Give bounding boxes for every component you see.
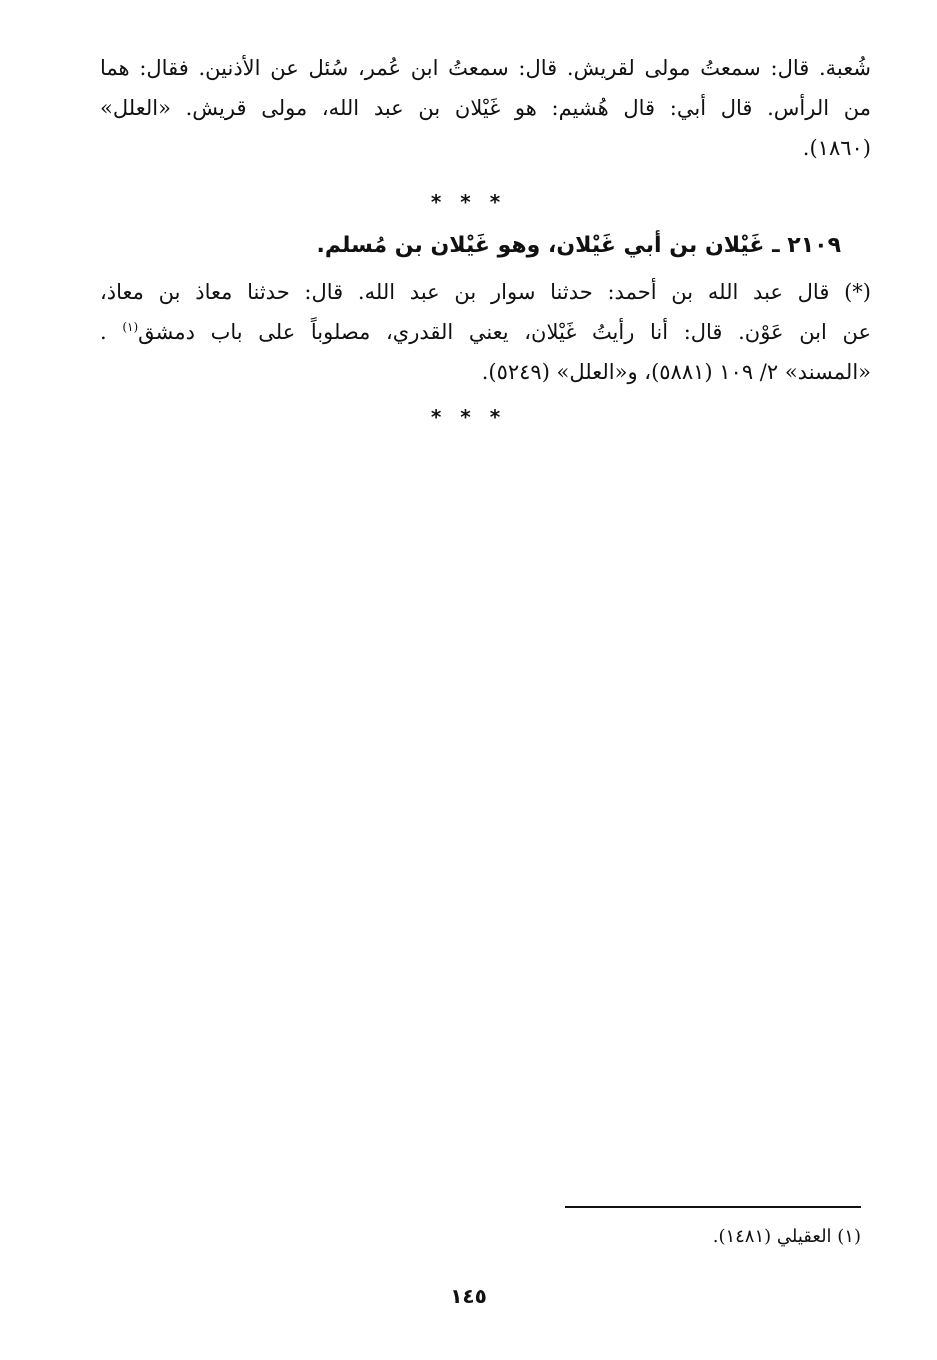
paragraph-1-line-1: شُعبة. قال: سمعتُ مولى لقريش. قال: سمعتُ ابن عُمر، سُئل عن الأذنين. فقال: هما xyxy=(100,56,871,80)
paragraph-2 xyxy=(100,272,871,392)
page-number: ١٤٥ xyxy=(450,1284,487,1308)
paragraph-2-line-2-text: عن ابن عَوْن. قال: أنا رأيتُ غَيْلان، يعني القدري، مصلوباً على باب دمشق xyxy=(138,320,871,344)
section-separator-1: * * * xyxy=(430,190,507,214)
section-separator-2: * * * xyxy=(430,405,507,429)
footnote-marker: (١) xyxy=(122,320,139,334)
paragraph-2-line-2-end: . xyxy=(100,320,107,344)
paragraph-1-line-3: (١٨٦٠). xyxy=(802,136,871,160)
paragraph-1-line-2: من الرأس. قال أبي: قال هُشيم: هو غَيْلان بن عبد الله، مولى قريش. «العلل» xyxy=(100,96,871,120)
paragraph-2-line-3: «المسند» ٢/ ١٠٩ (٥٨٨١)، و«العلل» (٥٢٤٩). xyxy=(481,360,871,384)
footnote-1: (١) العقيلي (١٤٨١). xyxy=(712,1226,861,1247)
footnote-divider xyxy=(565,1206,861,1208)
paragraph-2-line-2 xyxy=(100,312,871,352)
paragraph-1 xyxy=(100,48,871,168)
entry-heading: ٢١٠٩ ـ غَيْلان بن أبي غَيْلان، وهو غَيْلان بن مُسلم. xyxy=(316,233,841,258)
paragraph-2-line-1: (*) قال عبد الله بن أحمد: حدثنا سوار بن عبد الله. قال: حدثنا معاذ بن معاذ، xyxy=(100,280,871,304)
